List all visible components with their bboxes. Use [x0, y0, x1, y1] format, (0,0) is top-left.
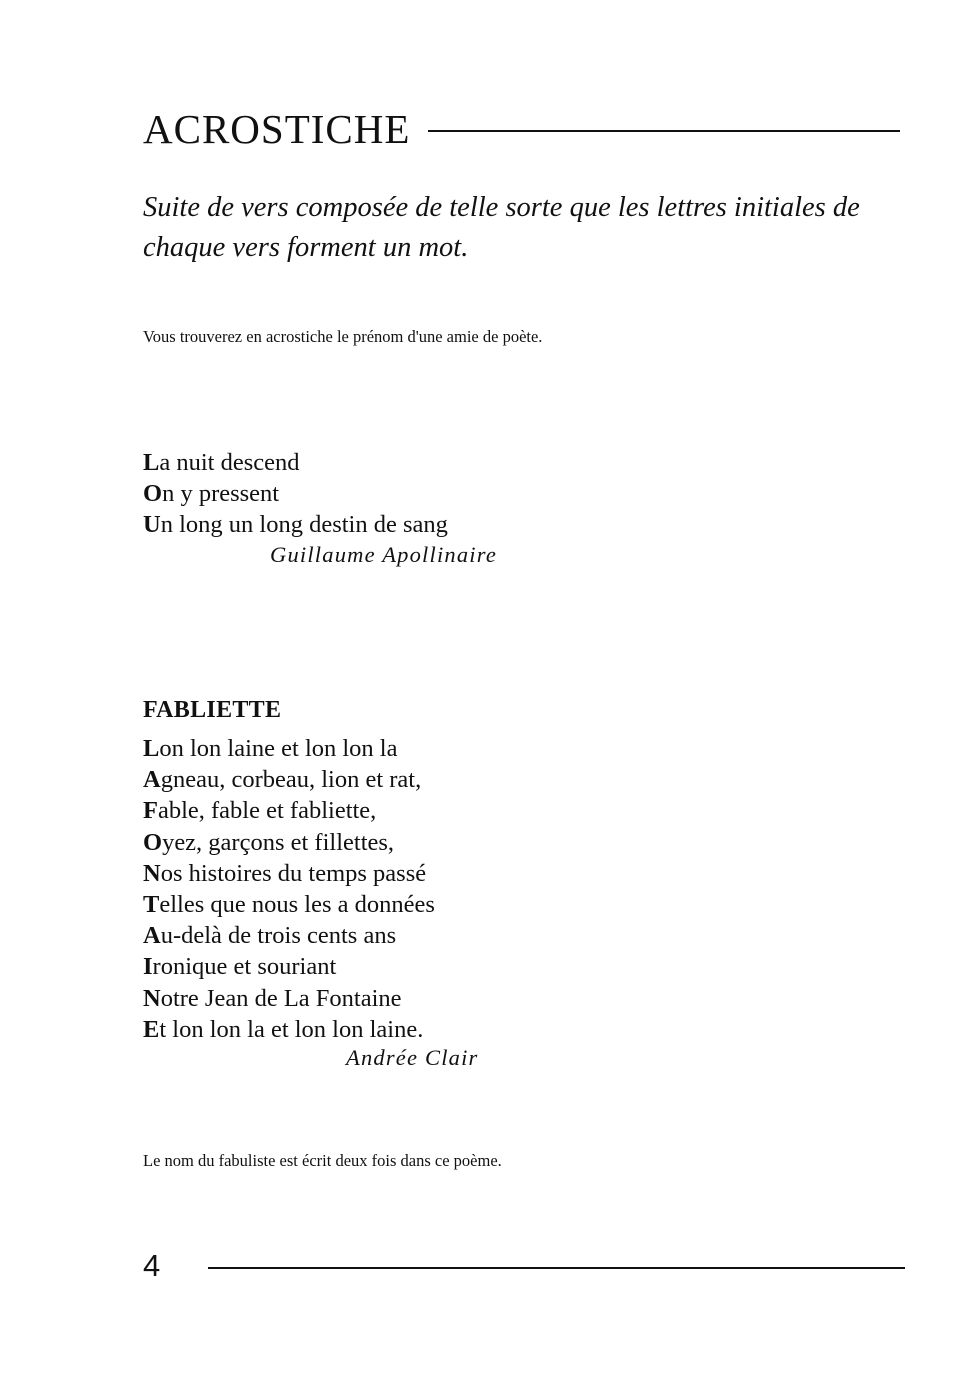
poem-line	[143, 1014, 435, 1045]
line-initial: L	[143, 735, 160, 762]
line-initial: L	[143, 449, 160, 476]
line-rest: u-delà de trois cents ans	[160, 922, 397, 950]
poem-line	[143, 764, 435, 795]
poem-line	[143, 827, 435, 858]
line-initial: A	[143, 922, 161, 950]
poem-line	[143, 733, 435, 764]
line-rest: a nuit descend	[159, 449, 300, 476]
line-initial: T	[143, 891, 160, 919]
line-rest: t lon lon la et lon lon laine.	[159, 1015, 424, 1043]
poem-author: Guillaume Apollinaire	[270, 542, 498, 567]
line-rest: gneau, corbeau, lion et rat,	[160, 766, 422, 794]
title-row	[143, 104, 900, 154]
poem-line	[143, 889, 435, 920]
line-rest: n y pressent	[162, 480, 280, 508]
page-title: ACROSTICHE	[143, 105, 411, 152]
poem-line	[143, 920, 435, 951]
closing-note: Le nom du fabuliste est écrit deux fois dans ce poème.	[143, 1151, 502, 1170]
line-initial: U	[143, 511, 161, 539]
poem-line	[143, 478, 448, 509]
line-initial: O	[143, 828, 163, 856]
line-initial: F	[143, 797, 158, 825]
line-initial: A	[143, 766, 161, 794]
page-footer	[143, 1245, 905, 1285]
poem-line	[143, 795, 435, 826]
poem-line	[143, 983, 435, 1014]
footer-rule	[208, 1267, 905, 1269]
line-rest: ronique et souriant	[152, 953, 337, 981]
page-number: 4	[143, 1247, 161, 1283]
poem-line	[143, 858, 435, 889]
line-rest: yez, garçons et fillettes,	[162, 828, 395, 856]
definition-text: Suite de vers composée de telle sorte que les lettres initiales de chaque vers forment un mot.	[143, 192, 860, 263]
poem-apollinaire	[143, 447, 448, 541]
line-initial: O	[143, 480, 163, 508]
line-rest: able, fable et fabliette,	[157, 797, 377, 825]
instruction-note: Vous trouverez en acrostiche le prénom d'une amie de poète.	[143, 327, 543, 346]
poem-line	[143, 447, 448, 478]
poem-author: Andrée Clair	[346, 1045, 479, 1070]
poem-fabliette	[143, 733, 435, 1045]
line-initial: N	[143, 984, 161, 1012]
line-rest: elles que nous les a données	[159, 891, 435, 919]
line-initial: N	[143, 859, 161, 887]
line-initial: E	[143, 1015, 160, 1043]
line-rest: on lon laine et lon lon la	[159, 735, 398, 762]
poem-line	[143, 509, 448, 540]
line-rest: otre Jean de La Fontaine	[160, 984, 402, 1012]
title-rule	[428, 130, 900, 132]
line-rest: n long un long destin de sang	[160, 511, 448, 539]
line-rest: os histoires du temps passé	[160, 859, 427, 887]
poem-title: FABLIETTE	[143, 697, 282, 723]
line-initial: I	[143, 953, 153, 981]
poem-line	[143, 951, 435, 982]
